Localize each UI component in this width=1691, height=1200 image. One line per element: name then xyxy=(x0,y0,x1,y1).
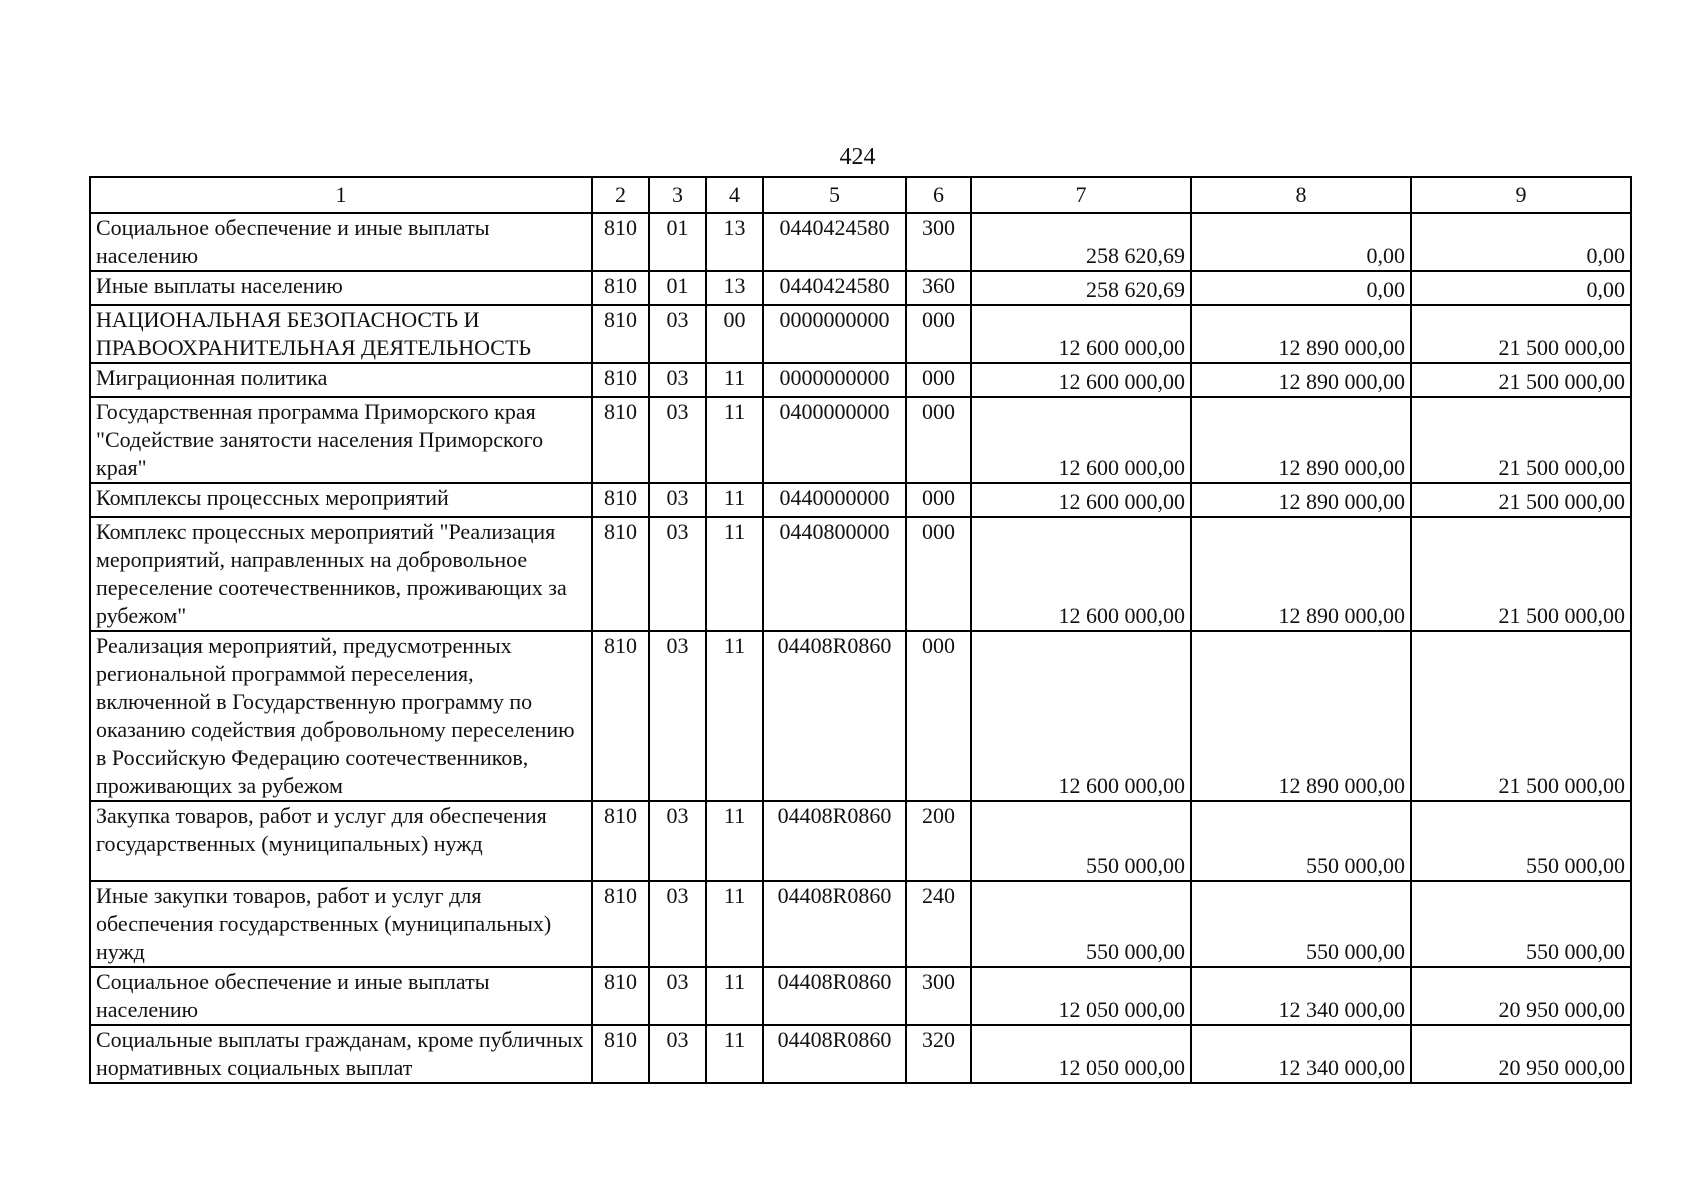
row-name: Комплекс процессных мероприятий "Реализация мероприятий, направленных на добровольное переселение соотечественников, проживающих за рубежом" xyxy=(90,517,592,631)
amount-c7: 258 620,69 xyxy=(971,213,1191,271)
table-row xyxy=(90,305,1631,363)
code-c3: 03 xyxy=(649,881,706,967)
code-c6: 000 xyxy=(906,397,971,483)
table-row xyxy=(90,1025,1631,1083)
table-row xyxy=(90,213,1631,271)
amount-c7: 12 050 000,00 xyxy=(971,1025,1191,1083)
code-c3: 03 xyxy=(649,967,706,1025)
row-name: Социальное обеспечение и иные выплаты населению xyxy=(90,213,592,271)
code-c6: 300 xyxy=(906,213,971,271)
code-c5: 0440424580 xyxy=(763,213,906,271)
amount-c8: 12 890 000,00 xyxy=(1191,363,1411,397)
table-row xyxy=(90,363,1631,397)
table-row xyxy=(90,517,1631,631)
code-c2: 810 xyxy=(592,881,649,967)
amount-c8: 12 340 000,00 xyxy=(1191,967,1411,1025)
code-c6: 000 xyxy=(906,631,971,801)
amount-c8: 12 890 000,00 xyxy=(1191,631,1411,801)
amount-c9: 21 500 000,00 xyxy=(1411,363,1631,397)
code-c6: 000 xyxy=(906,305,971,363)
amount-c8: 0,00 xyxy=(1191,271,1411,305)
code-c6: 000 xyxy=(906,517,971,631)
code-c2: 810 xyxy=(592,213,649,271)
table-row xyxy=(90,271,1631,305)
code-c4: 11 xyxy=(706,801,763,881)
amount-c8: 550 000,00 xyxy=(1191,801,1411,881)
amount-c8: 12 890 000,00 xyxy=(1191,517,1411,631)
code-c4: 11 xyxy=(706,397,763,483)
amount-c9: 21 500 000,00 xyxy=(1411,305,1631,363)
code-c2: 810 xyxy=(592,801,649,881)
amount-c8: 12 340 000,00 xyxy=(1191,1025,1411,1083)
code-c2: 810 xyxy=(592,305,649,363)
code-c5: 0400000000 xyxy=(763,397,906,483)
amount-c9: 21 500 000,00 xyxy=(1411,631,1631,801)
code-c5: 04408R0860 xyxy=(763,1025,906,1083)
code-c2: 810 xyxy=(592,483,649,517)
code-c6: 360 xyxy=(906,271,971,305)
table-row xyxy=(90,631,1631,801)
row-name: Иные закупки товаров, работ и услуг для обеспечения государственных (муниципальных) нужд xyxy=(90,881,592,967)
column-header: 4 xyxy=(706,177,763,213)
table-row xyxy=(90,397,1631,483)
code-c4: 11 xyxy=(706,967,763,1025)
code-c4: 11 xyxy=(706,483,763,517)
code-c3: 01 xyxy=(649,213,706,271)
code-c2: 810 xyxy=(592,967,649,1025)
amount-c7: 12 600 000,00 xyxy=(971,397,1191,483)
amount-c7: 550 000,00 xyxy=(971,801,1191,881)
row-name: НАЦИОНАЛЬНАЯ БЕЗОПАСНОСТЬ И ПРАВООХРАНИТЕЛЬНАЯ ДЕЯТЕЛЬНОСТЬ xyxy=(90,305,592,363)
code-c4: 13 xyxy=(706,213,763,271)
code-c2: 810 xyxy=(592,631,649,801)
column-header: 6 xyxy=(906,177,971,213)
code-c2: 810 xyxy=(592,517,649,631)
code-c3: 03 xyxy=(649,631,706,801)
amount-c7: 12 600 000,00 xyxy=(971,517,1191,631)
column-header: 3 xyxy=(649,177,706,213)
code-c5: 04408R0860 xyxy=(763,631,906,801)
amount-c9: 21 500 000,00 xyxy=(1411,397,1631,483)
code-c6: 320 xyxy=(906,1025,971,1083)
amount-c9: 21 500 000,00 xyxy=(1411,483,1631,517)
row-name: Закупка товаров, работ и услуг для обеспечения государственных (муниципальных) нужд xyxy=(90,801,592,881)
code-c2: 810 xyxy=(592,271,649,305)
amount-c9: 0,00 xyxy=(1411,213,1631,271)
code-c3: 01 xyxy=(649,271,706,305)
table-row xyxy=(90,483,1631,517)
row-name: Комплексы процессных мероприятий xyxy=(90,483,592,517)
code-c5: 04408R0860 xyxy=(763,801,906,881)
amount-c9: 20 950 000,00 xyxy=(1411,967,1631,1025)
code-c6: 200 xyxy=(906,801,971,881)
code-c4: 11 xyxy=(706,363,763,397)
code-c5: 0000000000 xyxy=(763,305,906,363)
code-c3: 03 xyxy=(649,517,706,631)
row-name: Социальные выплаты гражданам, кроме публичных нормативных социальных выплат xyxy=(90,1025,592,1083)
row-name: Иные выплаты населению xyxy=(90,271,592,305)
code-c2: 810 xyxy=(592,1025,649,1083)
code-c4: 11 xyxy=(706,881,763,967)
amount-c8: 12 890 000,00 xyxy=(1191,397,1411,483)
amount-c7: 12 600 000,00 xyxy=(971,631,1191,801)
code-c3: 03 xyxy=(649,363,706,397)
table-row xyxy=(90,881,1631,967)
code-c6: 300 xyxy=(906,967,971,1025)
table-row xyxy=(90,801,1631,881)
amount-c9: 20 950 000,00 xyxy=(1411,1025,1631,1083)
code-c4: 00 xyxy=(706,305,763,363)
amount-c8: 0,00 xyxy=(1191,213,1411,271)
column-header: 2 xyxy=(592,177,649,213)
amount-c7: 12 600 000,00 xyxy=(971,305,1191,363)
code-c4: 11 xyxy=(706,631,763,801)
code-c5: 04408R0860 xyxy=(763,881,906,967)
budget-table xyxy=(89,176,1632,1084)
code-c6: 000 xyxy=(906,363,971,397)
row-name: Миграционная политика xyxy=(90,363,592,397)
code-c5: 0440000000 xyxy=(763,483,906,517)
code-c4: 11 xyxy=(706,1025,763,1083)
column-header: 9 xyxy=(1411,177,1631,213)
column-header: 7 xyxy=(971,177,1191,213)
amount-c7: 550 000,00 xyxy=(971,881,1191,967)
code-c3: 03 xyxy=(649,483,706,517)
row-name: Государственная программа Приморского края "Содействие занятости населения Приморского края" xyxy=(90,397,592,483)
code-c3: 03 xyxy=(649,397,706,483)
code-c6: 000 xyxy=(906,483,971,517)
amount-c7: 12 600 000,00 xyxy=(971,483,1191,517)
amount-c9: 550 000,00 xyxy=(1411,881,1631,967)
code-c2: 810 xyxy=(592,397,649,483)
amount-c9: 0,00 xyxy=(1411,271,1631,305)
amount-c7: 258 620,69 xyxy=(971,271,1191,305)
amount-c8: 550 000,00 xyxy=(1191,881,1411,967)
code-c5: 0440424580 xyxy=(763,271,906,305)
code-c4: 13 xyxy=(706,271,763,305)
code-c6: 240 xyxy=(906,881,971,967)
code-c4: 11 xyxy=(706,517,763,631)
code-c5: 0440800000 xyxy=(763,517,906,631)
amount-c9: 21 500 000,00 xyxy=(1411,517,1631,631)
column-header: 5 xyxy=(763,177,906,213)
row-name: Социальное обеспечение и иные выплаты населению xyxy=(90,967,592,1025)
code-c3: 03 xyxy=(649,1025,706,1083)
column-header: 8 xyxy=(1191,177,1411,213)
amount-c8: 12 890 000,00 xyxy=(1191,483,1411,517)
row-name: Реализация мероприятий, предусмотренных региональной программой переселения, включенной в Государственную программу по оказанию содействия добровольному переселению в Российскую Федерацию соотечественников, проживающих за рубежом xyxy=(90,631,592,801)
amount-c8: 12 890 000,00 xyxy=(1191,305,1411,363)
amount-c7: 12 050 000,00 xyxy=(971,967,1191,1025)
code-c5: 04408R0860 xyxy=(763,967,906,1025)
table-row xyxy=(90,967,1631,1025)
column-header: 1 xyxy=(90,177,592,213)
code-c3: 03 xyxy=(649,305,706,363)
code-c2: 810 xyxy=(592,363,649,397)
amount-c7: 12 600 000,00 xyxy=(971,363,1191,397)
code-c5: 0000000000 xyxy=(763,363,906,397)
page-number: 424 xyxy=(839,144,876,170)
amount-c9: 550 000,00 xyxy=(1411,801,1631,881)
code-c3: 03 xyxy=(649,801,706,881)
column-number-row xyxy=(90,177,1631,213)
